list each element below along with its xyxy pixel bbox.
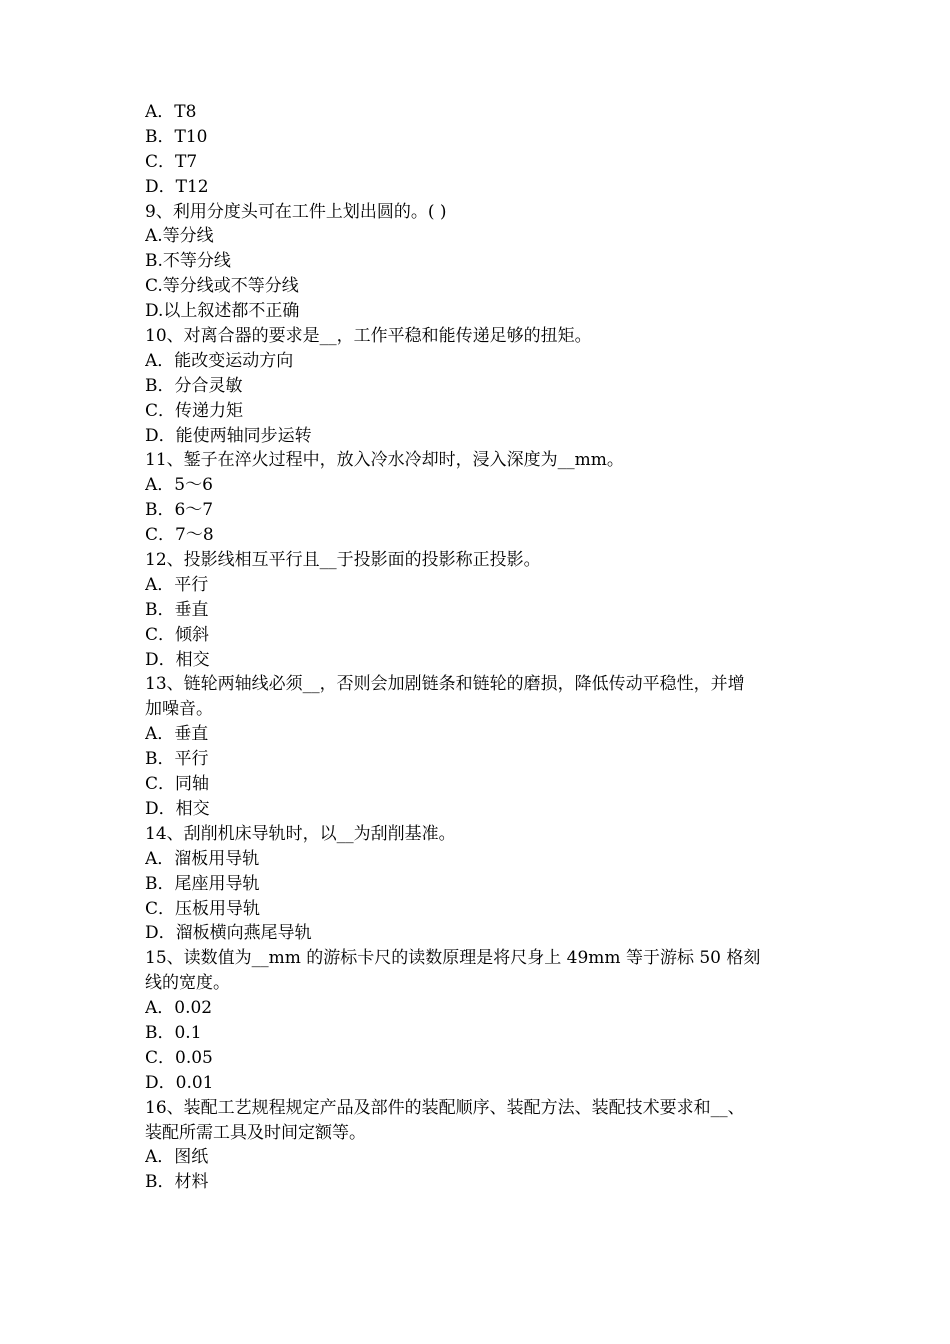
question-16: 16、装配工艺规程规定产品及部件的装配顺序、装配方法、装配技术要求和__、: [145, 1097, 745, 1118]
question-15-continued: 线的宽度。: [145, 973, 230, 994]
option-a: A．垂直: [145, 724, 209, 745]
option-d: D．T12: [145, 176, 209, 197]
option-b: B．尾座用导轨: [145, 873, 260, 894]
question-14: 14、刮削机床导轨时，以__为刮削基准。: [145, 823, 456, 844]
option-c: C.等分线或不等分线: [145, 276, 299, 297]
option-b: B．T10: [145, 126, 208, 147]
option-a: A．平行: [145, 574, 209, 595]
option-b: B．材料: [145, 1172, 209, 1193]
option-d: D．能使两轴同步运转: [145, 425, 312, 446]
option-a: A．图纸: [145, 1147, 209, 1168]
option-d: D.以上叙述都不正确: [145, 301, 300, 322]
option-c: C．同轴: [145, 774, 210, 795]
option-a: A．0.02: [145, 998, 213, 1019]
option-b: B．垂直: [145, 599, 209, 620]
question-11: 11、錾子在淬火过程中，放入冷水冷却时，浸入深度为__mm。: [145, 450, 624, 471]
option-b: B．分合灵敏: [145, 375, 243, 396]
option-a: A．5～6: [145, 475, 213, 496]
option-b: B.不等分线: [145, 251, 231, 272]
question-16-continued: 装配所需工具及时间定额等。: [145, 1122, 366, 1143]
question-10: 10、对离合器的要求是__，工作平稳和能传递足够的扭矩。: [145, 326, 592, 347]
option-c: C．T7: [145, 151, 198, 172]
option-b: B．平行: [145, 749, 209, 770]
option-b: B．0.1: [145, 1022, 202, 1043]
option-c: C．传递力矩: [145, 400, 244, 421]
option-c: C．7～8: [145, 525, 214, 546]
option-d: D．相交: [145, 649, 210, 670]
question-13: 13、链轮两轴线必须__，否则会加剧链条和链轮的磨损，降低传动平稳性，并增: [145, 674, 745, 695]
option-a: A．T8: [145, 102, 197, 122]
option-a: A．能改变运动方向: [145, 350, 294, 371]
document-page: [145, 100, 815, 1195]
option-d: D．溜板横向燕尾导轨: [145, 923, 312, 944]
option-c: C．倾斜: [145, 624, 210, 645]
option-c: C．压板用导轨: [145, 898, 261, 919]
question-13-continued: 加噪音。: [145, 699, 213, 720]
option-a: A．溜板用导轨: [145, 848, 260, 869]
question-12: 12、投影线相互平行且__于投影面的投影称正投影。: [145, 550, 541, 571]
question-15: 15、读数值为__mm 的游标卡尺的读数原理是将尺身上 49mm 等于游标 50 格刻: [145, 948, 761, 969]
option-d: D．相交: [145, 798, 210, 819]
question-9: 9、利用分度头可在工件上划出圆的。( ): [145, 201, 447, 222]
option-a: A.等分线: [145, 226, 214, 247]
option-b: B．6～7: [145, 500, 214, 521]
option-d: D．0.01: [145, 1072, 214, 1093]
option-c: C．0.05: [145, 1047, 213, 1068]
